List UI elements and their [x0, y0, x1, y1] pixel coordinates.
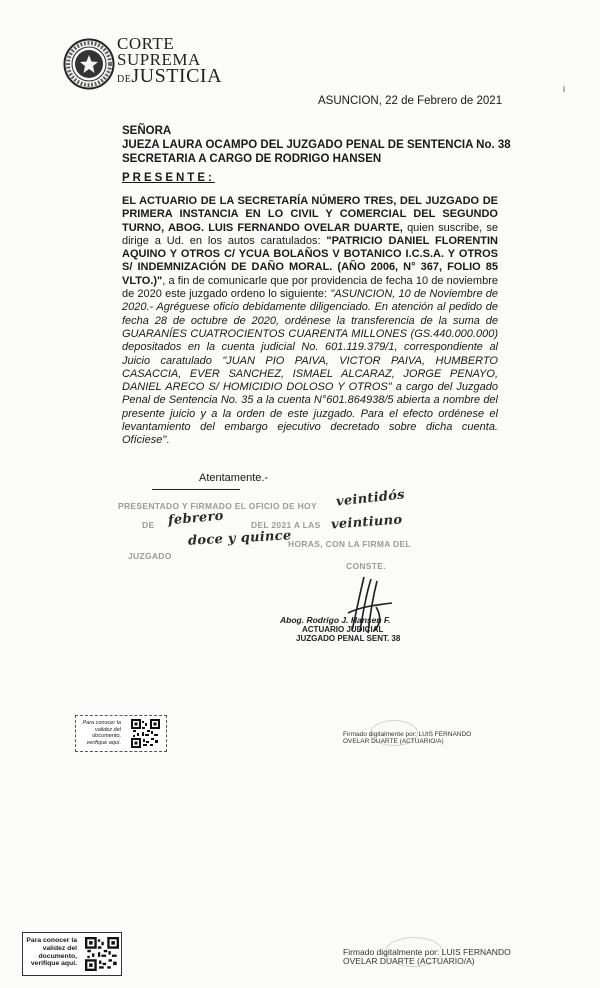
addressee-line-3: SECRETARIA A CARGO DE RODRIGO HANSEN: [122, 153, 382, 165]
digital-signature-1: [343, 731, 471, 745]
filing-stamp: [118, 487, 411, 573]
org-line-1: CORTE: [117, 34, 175, 53]
signatory-block: [280, 616, 400, 643]
qr-code-footer-icon[interactable]: [85, 937, 119, 971]
signatory-title: ACTUARIO JUDICIAL: [302, 625, 384, 634]
stamp-line-5: JUZGADO: [128, 551, 172, 561]
addressee-line-2: JUEZA LAURA OCAMPO DEL JUZGADO PENAL DE SENTENCIA No. 38: [122, 139, 511, 151]
digital-signature-1-line-2: OVELAR DUARTE (ACTUARIO/A): [343, 738, 444, 745]
signatory-name: Abog. Rodrigo J. Hansen F.: [280, 615, 391, 625]
org-line-2: SUPREMA: [117, 50, 201, 69]
corner-mark: i: [563, 84, 565, 94]
addressee-line-1: SEÑORA: [122, 125, 172, 137]
presente-heading: PRESENTE:: [122, 172, 215, 184]
digital-signature-2: [343, 948, 511, 966]
document-date: ASUNCION, 22 de Febrero de 2021: [318, 95, 503, 107]
body-intro-bold: EL ACTUARIO DE LA SECRETARÍA NÚMERO TRES, DEL JUZGADO DE PRIMERA INSTANCIA EN LO CIVIL Y COMERCIAL DEL SEGUNDO TURNO, ABOG. LUIS FERNANDO OVELAR DUARTE,: [122, 195, 498, 234]
closing-divider: [152, 489, 240, 490]
signatory-court: JUZGADO PENAL SENT. 38: [296, 634, 401, 643]
qr-verification-box: [75, 715, 167, 752]
stamp-line-1: PRESENTADO Y FIRMADO EL OFICIO DE HOY: [118, 501, 317, 511]
body-resolution-quote: "ASUNCION, 10 de Noviembre de 2020.- Agréguese oficio debidamente diligenciado. En atención al pedido de fecha 28 de octubre de 2020, ordénese la transferencia de la suma de GUARANÍES CUATROCIENTOS CUARENTA MILLONES (GS.440.000.000) depositados en la cuenta judicial No. 601.119.379/1, correspondiente al Juicio caratulado "JUAN PIO PAIVA, VICTOR PAIVA, HUMBERTO CASACCIA, EVER SANCHEZ, ISMAEL ALCARAZ, JORGE PENAYO, DANIEL ARECO S/ HOMICIDIO DOLOSO Y OTROS" a cargo del Juzgado Penal de Sentencia No. 35 a la cuenta N°601.864938/5 abierta a nombre del presente juicio y a la orden de este juzgado. Para el efecto ordénese el levantamiento del embargo ejecutivo decretado sobre dicha cuenta. Ofíciese": [122, 288, 499, 447]
handwritten-year: veintiuno: [330, 512, 403, 533]
digital-signature-2-line-2: OVELAR DUARTE (ACTUARIO/A): [343, 956, 475, 966]
qr-code-icon[interactable]: [131, 719, 160, 748]
body-end: .: [166, 434, 170, 447]
body-intro-normal: quien suscribe, se dirige a Ud. en los autos caratulados:: [122, 221, 498, 247]
closing-salutation: Atentamente.-: [199, 472, 269, 484]
stamp-line-4: HORAS, CON LA FIRMA DEL: [288, 539, 411, 549]
organization-name: [117, 36, 222, 88]
stamp-line-3: DEL 2021 A LAS: [251, 520, 321, 530]
stamp-line-6: CONSTE.: [346, 561, 386, 571]
body-communication: , a fin de comunicarle que por providencia de fecha 10 de noviembre de 2020 este juzgado ordeno lo siguiente:: [122, 274, 498, 301]
addressee: [122, 124, 511, 166]
qr-verification-box-footer: [22, 932, 122, 976]
org-line-3-prefix: DE: [117, 74, 132, 85]
handwritten-month: febrero: [167, 508, 225, 529]
body-case-title: "PATRICIO DANIEL FLORENTIN AQUINO Y OTROS C/ YCUA BOLAÑOS V BOTANICO I.C.S.A. Y OTROS S/ INDEMNIZACIÓN DE DAÑO MORAL. (AÑO 2006, N° 367, FOLIO 85 VLTO.)": [122, 234, 498, 287]
stamp-line-2: DE: [142, 520, 155, 530]
digital-signature-2-line-1: Firmado digitalmente por: LUIS FERNANDO: [343, 947, 511, 957]
qr-verification-text-footer: Para conocer la validez del documento, verifique aquí.: [26, 937, 77, 968]
court-seal-icon: [63, 38, 115, 90]
handwritten-day: veintidós: [335, 487, 406, 510]
digital-signature-1-line-1: Firmado digitalmente por: LUIS FERNANDO: [343, 731, 472, 738]
letter-body: [122, 195, 498, 448]
handwritten-time: doce y quince: [187, 528, 292, 549]
org-line-3-word: JUSTICIA: [131, 65, 223, 87]
qr-verification-text: Para conocer la validez del documento, verifique aquí.: [82, 720, 121, 746]
org-line-3: [117, 65, 223, 88]
